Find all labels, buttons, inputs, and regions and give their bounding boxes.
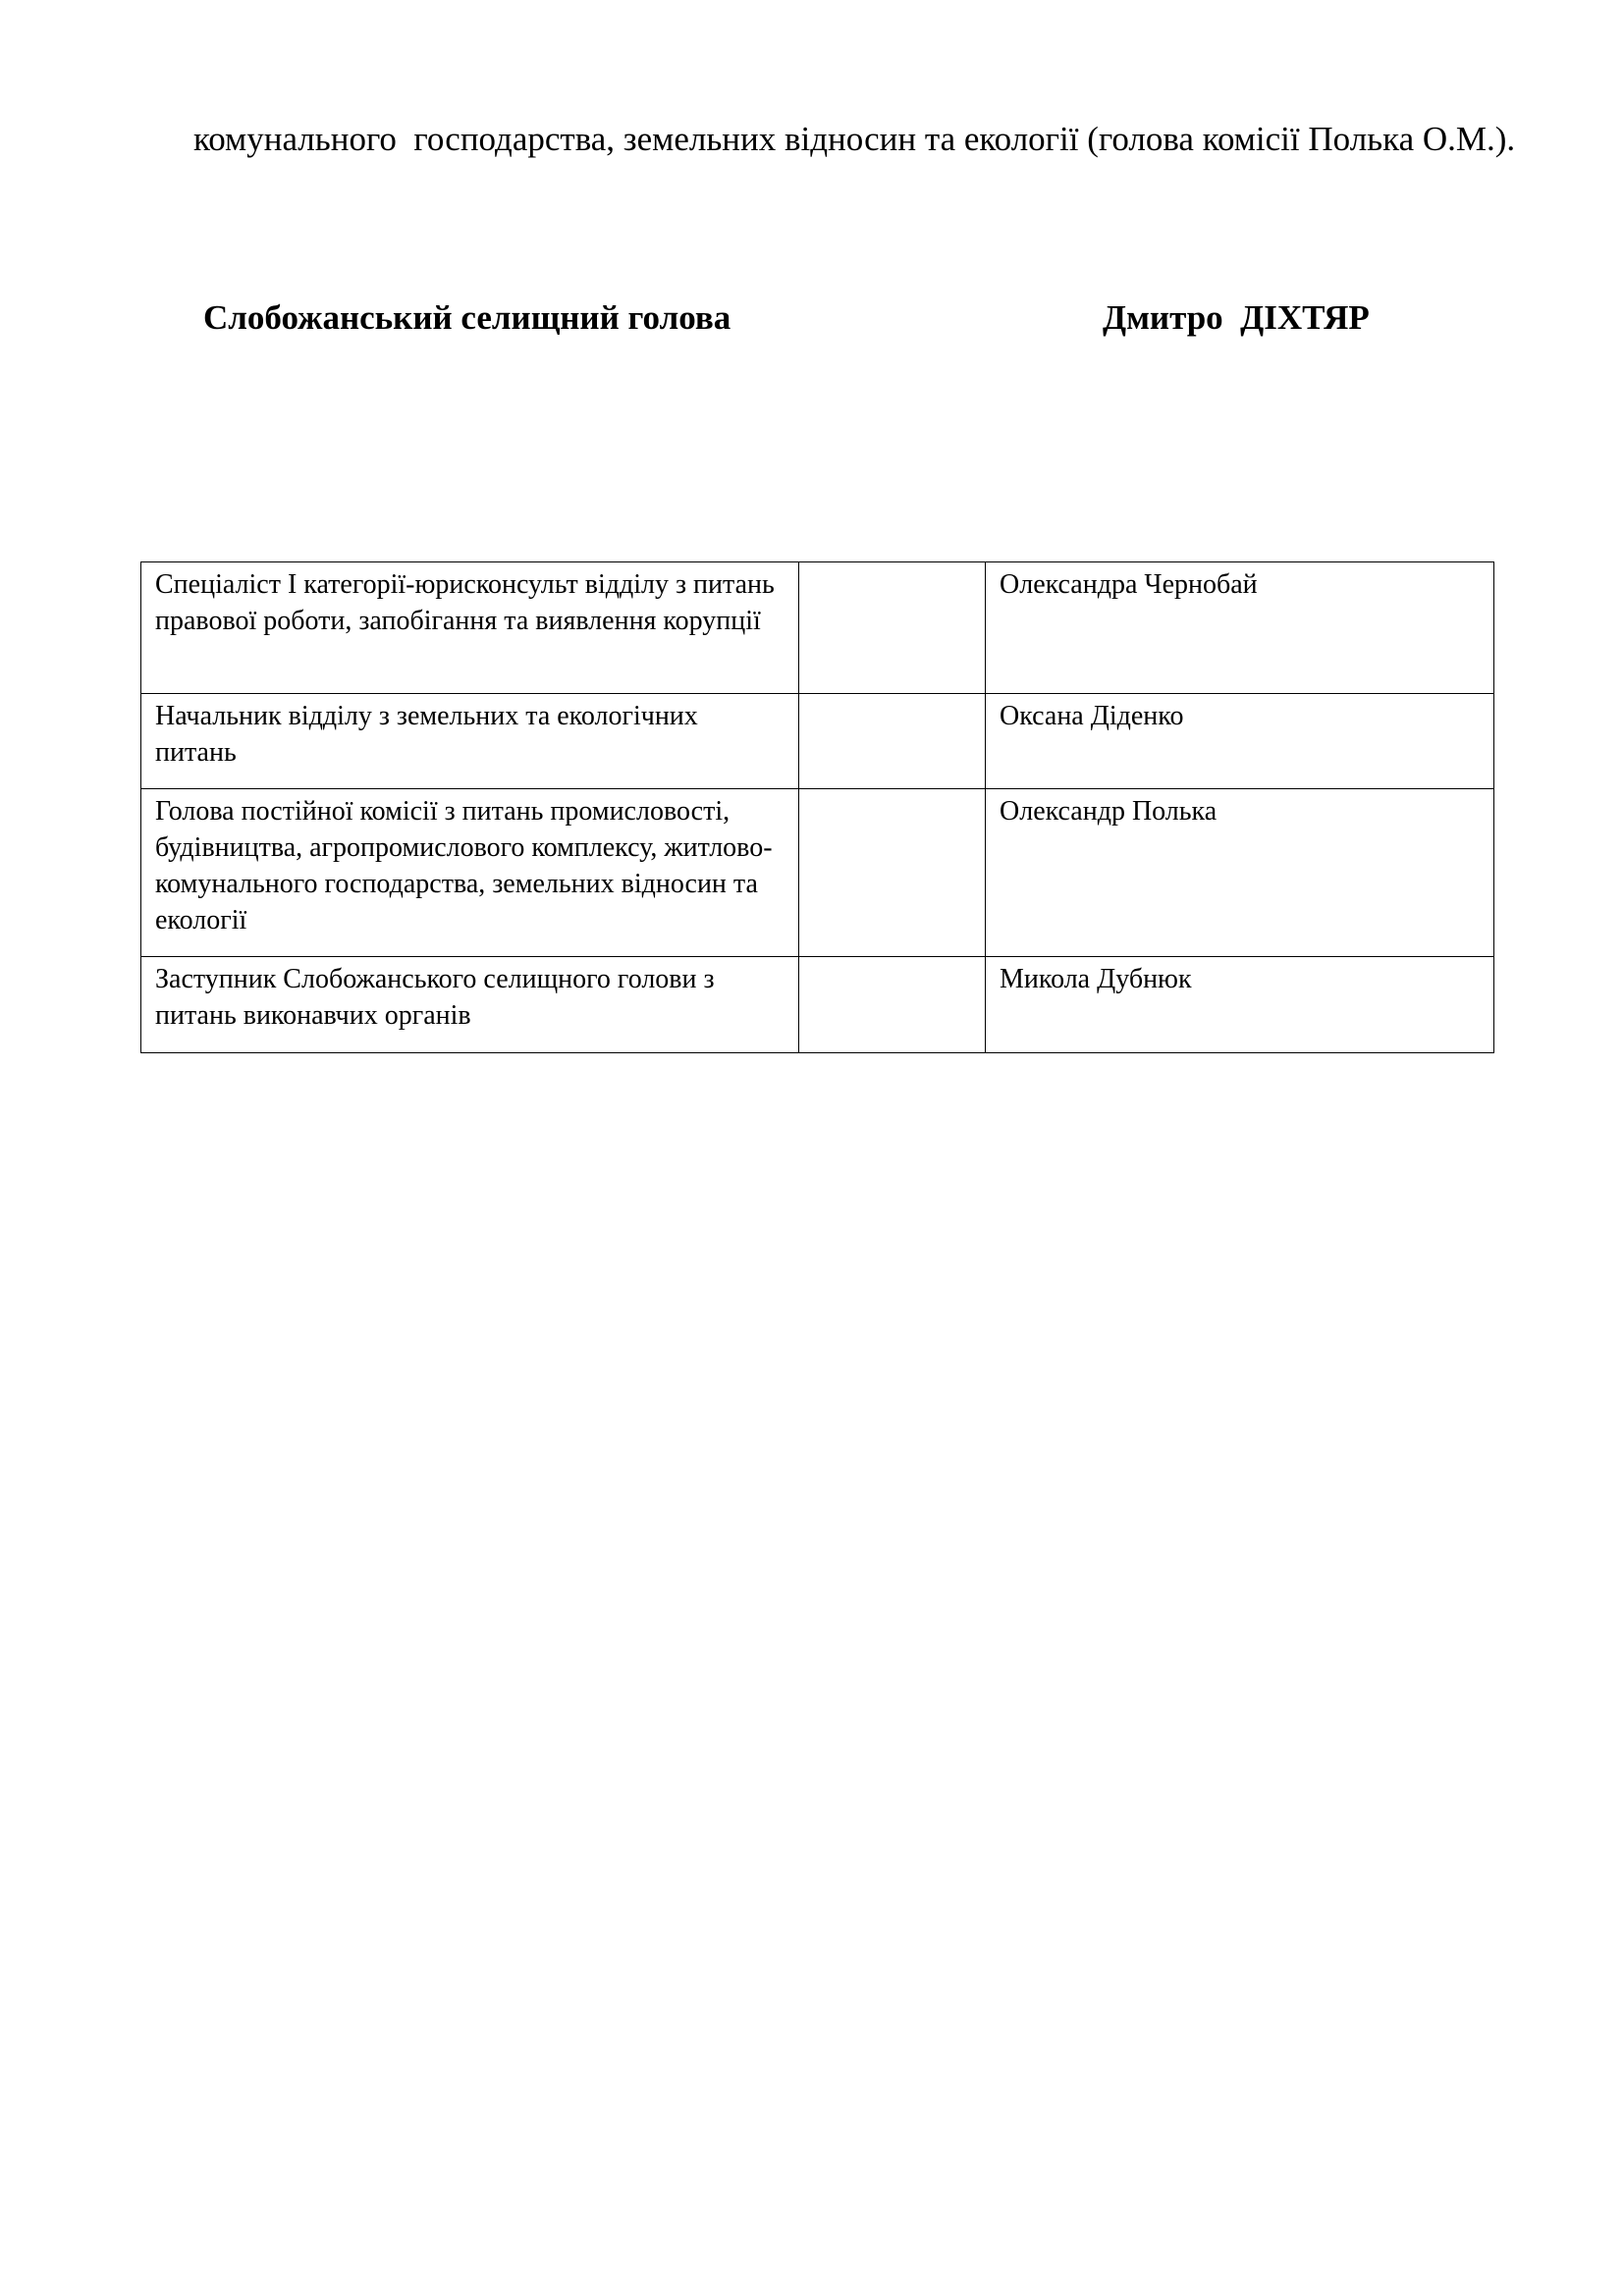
approver-position: Голова постійної комісії з питань промисловості, будівництва, агропромислового комплексу, житлово-комунального господарства, земельних відносин та екології xyxy=(141,789,799,957)
approver-signature-cell xyxy=(799,957,986,1053)
intro-paragraph: комунального господарства, земельних відносин та екології (голова комісії Полька О.М.). xyxy=(193,120,1516,158)
table-row xyxy=(141,957,1494,1053)
signatory-position: Слобожанський селищний голова xyxy=(203,298,731,337)
approver-position: Заступник Слобожанського селищного голови з питань виконавчих органів xyxy=(141,957,799,1053)
table-row xyxy=(141,789,1494,957)
table-row xyxy=(141,562,1494,694)
approver-position: Спеціаліст І категорії-юрисконсульт відділу з питань правової роботи, запобігання та виявлення корупції xyxy=(141,562,799,694)
signatory-name: Дмитро ДІХТЯР xyxy=(1103,298,1370,337)
approval-table xyxy=(140,561,1494,1053)
approver-name: Олександр Полька xyxy=(986,789,1494,957)
approver-position: Начальник відділу з земельних та екологічних питань xyxy=(141,694,799,789)
approver-name: Микола Дубнюк xyxy=(986,957,1494,1053)
approver-signature-cell xyxy=(799,562,986,694)
approver-name: Оксана Діденко xyxy=(986,694,1494,789)
approver-name: Олександра Чернобай xyxy=(986,562,1494,694)
signature-block xyxy=(203,294,1411,344)
approver-signature-cell xyxy=(799,789,986,957)
table-row xyxy=(141,694,1494,789)
approver-signature-cell xyxy=(799,694,986,789)
